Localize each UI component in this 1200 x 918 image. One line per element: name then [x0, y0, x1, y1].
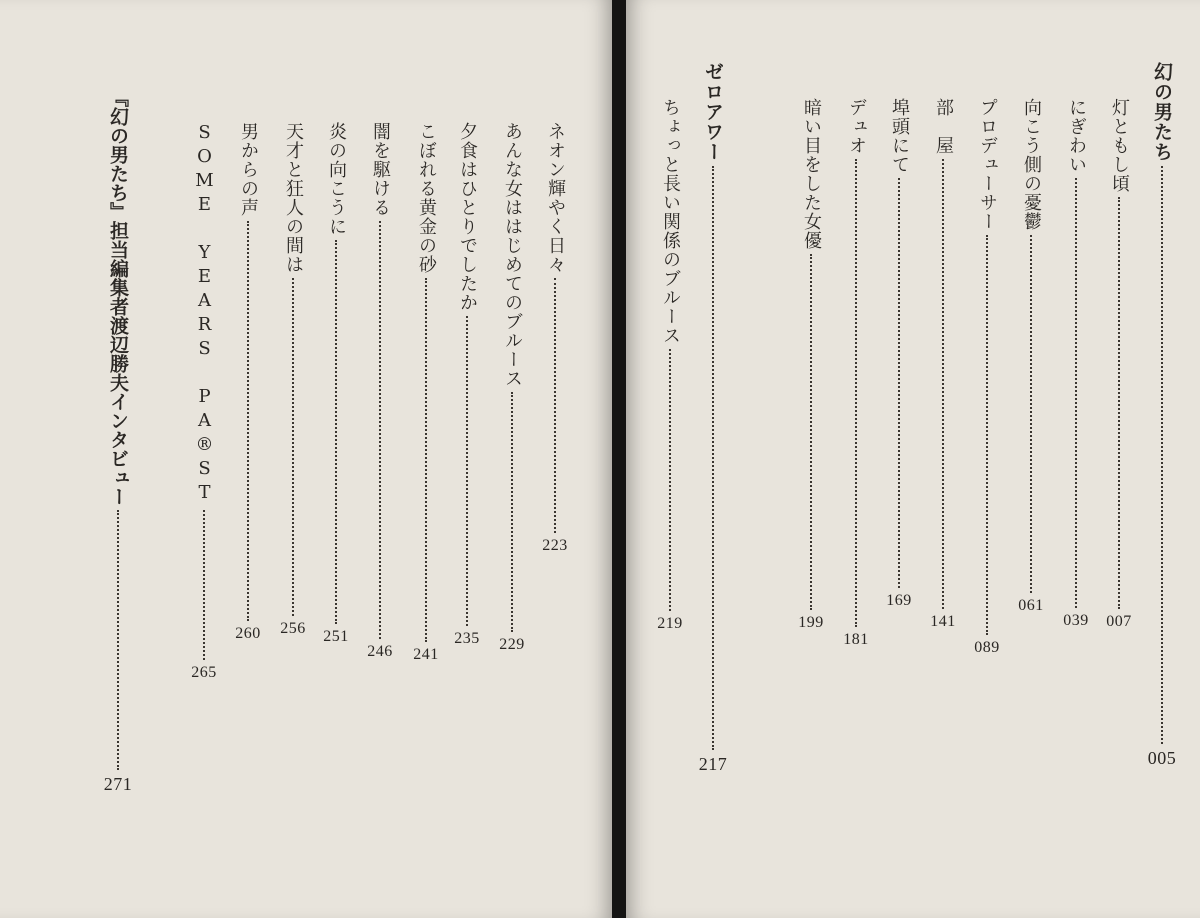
chapter-title: プロデューサー: [977, 98, 998, 231]
chapter-title: こぼれる黄金の砂: [416, 122, 437, 274]
dot-leader: [1030, 235, 1032, 593]
dot-leader: [942, 159, 944, 609]
page-number: 265: [191, 664, 217, 681]
book-gutter: [612, 0, 626, 918]
dot-leader: [292, 278, 294, 616]
toc-entry: [1099, 98, 1139, 631]
page-number: 256: [280, 620, 306, 637]
page-number: 219: [657, 615, 683, 632]
chapter-title: 夕食はひとりでしたか: [457, 122, 478, 312]
part-title: 幻の男たち: [1151, 62, 1173, 162]
toc-entry: [492, 122, 532, 654]
right-page: [626, 0, 1200, 918]
dot-leader: [1075, 178, 1077, 608]
chapter-title: 灯ともし頃: [1109, 98, 1130, 193]
chapter-title: 炎の向こうに: [326, 122, 347, 236]
dot-leader: [466, 316, 468, 626]
page-number: 169: [886, 592, 912, 609]
dot-leader: [986, 235, 988, 635]
page-number: 181: [843, 631, 869, 648]
toc-entry: [1056, 98, 1096, 630]
dot-leader: [335, 240, 337, 624]
page-number: 241: [413, 646, 439, 663]
chapter-title: 天才と狂人の間は: [283, 122, 304, 274]
page-number: 229: [499, 636, 525, 653]
dot-leader: [712, 166, 714, 750]
dot-leader: [379, 221, 381, 639]
toc-entry: [228, 122, 268, 643]
chapter-title: デュオ: [846, 98, 867, 155]
toc-entry: [535, 122, 575, 555]
dot-leader: [669, 349, 671, 611]
page-number: 235: [454, 630, 480, 647]
page-number: 260: [235, 625, 261, 642]
page-number: 005: [1147, 748, 1177, 768]
toc-entry: [360, 122, 400, 661]
page-number: 039: [1063, 612, 1089, 629]
toc-entry: [967, 98, 1007, 657]
page-number: 223: [542, 537, 568, 554]
chapter-title: ちょっと長い関係のブルース: [660, 98, 681, 345]
toc-entry: [1011, 98, 1051, 615]
toc-entry: [316, 122, 356, 646]
page-number: 141: [930, 613, 956, 630]
dot-leader: [810, 254, 812, 610]
dot-leader: [1118, 197, 1120, 609]
dot-leader: [511, 392, 513, 632]
dot-leader: [425, 278, 427, 642]
dot-leader: [554, 278, 556, 533]
chapter-title: 男からの声: [238, 122, 259, 217]
page-number: 271: [103, 774, 133, 794]
page-number: 246: [367, 643, 393, 660]
page-number: 089: [974, 639, 1000, 656]
toc-part-entry: [693, 62, 733, 775]
toc-entry: [406, 122, 446, 664]
dot-leader: [898, 178, 900, 588]
chapter-title: ネオン輝やく日々: [545, 122, 566, 274]
toc-entry: [447, 122, 487, 648]
toc-entry: [836, 98, 876, 649]
chapter-title: 部 屋: [933, 98, 954, 155]
chapter-title: 暗い目をした女優: [801, 98, 822, 250]
toc-entry: [791, 98, 831, 632]
chapter-title: あんな女ははじめてのブルース: [502, 122, 523, 388]
page-number: 217: [698, 754, 728, 774]
toc-interview-entry: [98, 88, 138, 795]
toc-part-entry: [1142, 62, 1182, 769]
chapter-title: SOME YEARS PA®ST: [194, 122, 215, 506]
interview-title: 『幻の男たち』担当編集者渡辺勝夫インタビュー: [107, 88, 129, 506]
dot-leader: [117, 510, 119, 770]
toc-entry: [923, 98, 963, 631]
page-number: 199: [798, 614, 824, 631]
dot-leader: [247, 221, 249, 621]
page-number: 007: [1106, 613, 1132, 630]
chapter-title: 闇を駆ける: [370, 122, 391, 217]
dot-leader: [855, 159, 857, 627]
chapter-title: にぎわい: [1066, 98, 1087, 174]
dot-leader: [1161, 166, 1163, 744]
toc-entry: [184, 122, 224, 682]
chapter-title: 向こう側の憂鬱: [1021, 98, 1042, 231]
dot-leader: [203, 510, 205, 660]
toc-entry: [879, 98, 919, 610]
page-number: 061: [1018, 597, 1044, 614]
part-title: ゼロアワー: [702, 62, 724, 162]
toc-entry: [650, 98, 690, 633]
chapter-title: 埠頭にて: [889, 98, 910, 174]
page-number: 251: [323, 628, 349, 645]
toc-entry: [273, 122, 313, 638]
